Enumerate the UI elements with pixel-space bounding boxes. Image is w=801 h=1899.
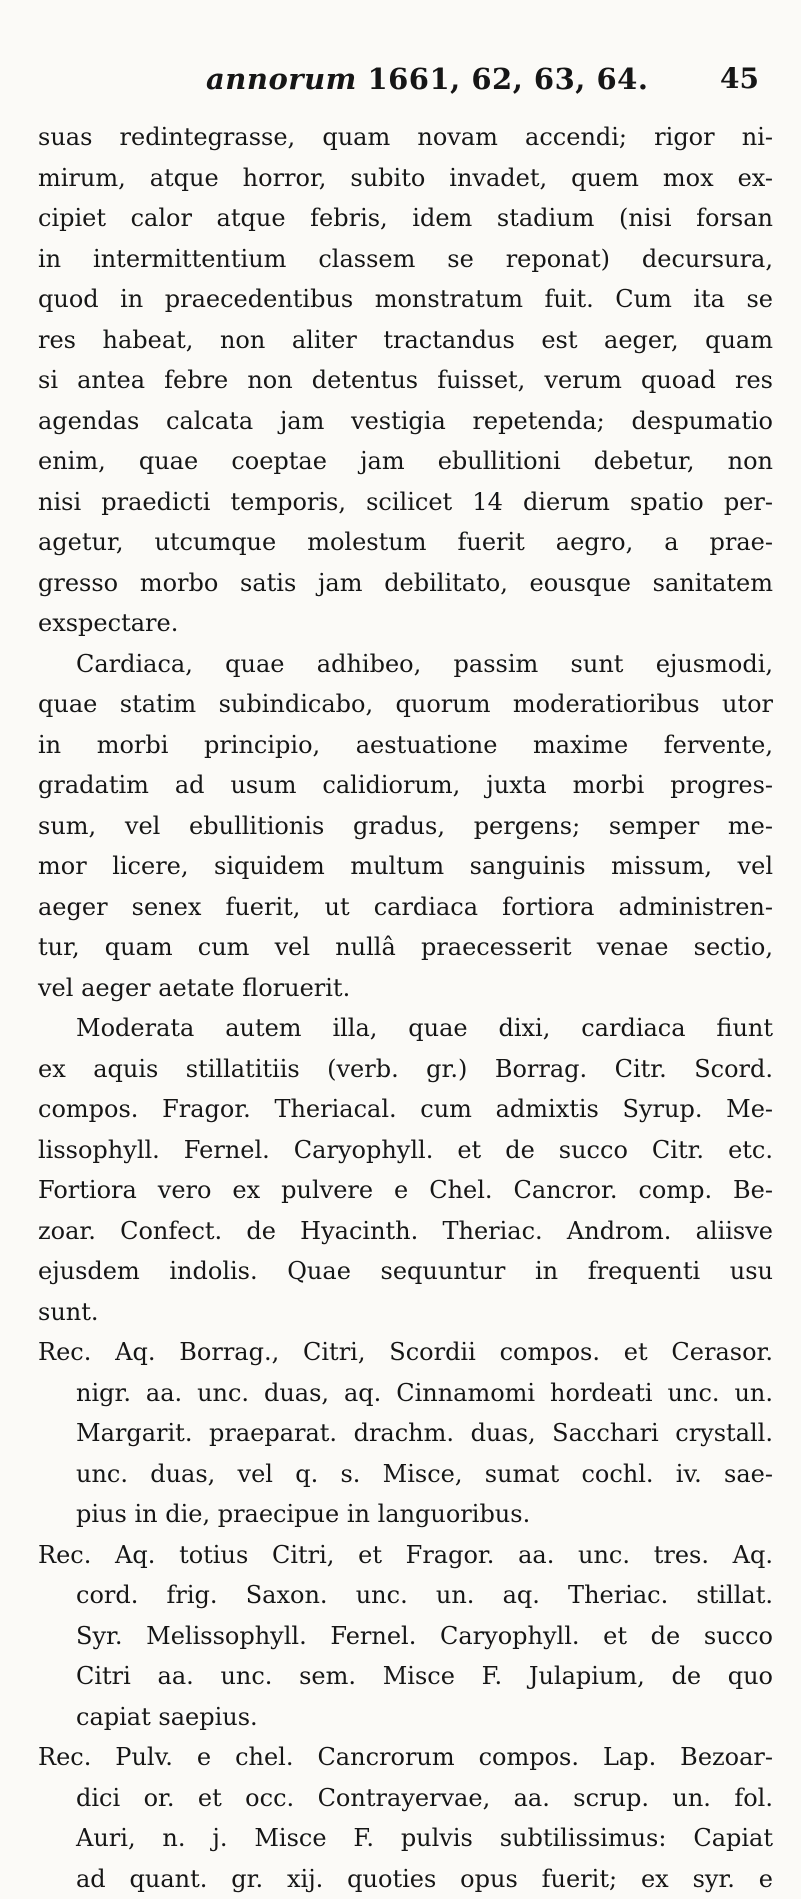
text-line: Moderata autem illa, quae dixi, cardiaca fiunt: [38, 1008, 773, 1049]
text-line: gresso morbo satis jam debilitato, eousque sanitatem: [38, 563, 773, 604]
text-line: lissophyll. Fernel. Caryophyll. et de succo Citr. etc.: [38, 1130, 773, 1171]
text-line: exspectare.: [38, 603, 773, 644]
text-line: ejusdem indolis. Quae sequuntur in frequenti usu: [38, 1251, 773, 1292]
recipe-line: Auri, n. j. Misce F. pulvis subtilissimus: Capiat: [38, 1818, 773, 1859]
recipe-line: nigr. aa. unc. duas, aq. Cinnamomi hordeati unc. un.: [38, 1373, 773, 1414]
recipe-line: Citri aa. unc. sem. Misce F. Julapium, de quo: [38, 1656, 773, 1697]
text-line: aeger senex fuerit, ut cardiaca fortiora administren-: [38, 887, 773, 928]
recipe-line: capiat saepius.: [38, 1697, 773, 1738]
recipe-line: Rec. Aq. totius Citri, et Fragor. aa. unc. tres. Aq.: [38, 1535, 773, 1576]
text-line: Cardiaca, quae adhibeo, passim sunt ejusmodi,: [38, 644, 773, 685]
text-line: gradatim ad usum calidiorum, juxta morbi progres-: [38, 765, 773, 806]
text-line: ex aquis stillatitiis (verb. gr.) Borrag. Citr. Scord.: [38, 1049, 773, 1090]
text-line: sunt.: [38, 1292, 773, 1333]
page-number: 45: [720, 62, 759, 95]
text-line: in morbi principio, aestuatione maxime fervente,: [38, 725, 773, 766]
text-line: sum, vel ebullitionis gradus, pergens; semper me-: [38, 806, 773, 847]
recipe-line: cord. frig. Saxon. unc. un. aq. Theriac. stillat.: [38, 1575, 773, 1616]
text-line: zoar. Confect. de Hyacinth. Theriac. Androm. aliisve: [38, 1211, 773, 1252]
text-line: agetur, utcumque molestum fuerit aegro, a prae-: [38, 522, 773, 563]
text-line: cipiet calor atque febris, idem stadium (nisi forsan: [38, 198, 773, 239]
running-head: [0, 62, 801, 102]
text-line: vel aeger aetate floruerit.: [38, 968, 773, 1009]
text-line: compos. Fragor. Theriacal. cum admixtis Syrup. Me-: [38, 1089, 773, 1130]
recipe-line: Rec. Aq. Borrag., Citri, Scordii compos. et Cerasor.: [38, 1332, 773, 1373]
text-line: Fortiora vero ex pulvere e Chel. Cancror. comp. Be-: [38, 1170, 773, 1211]
running-head-title-years: 1661, 62, 63, 64.: [357, 62, 649, 96]
recipe-line: Margarit. praeparat. drachm. duas, Sacchari crystall.: [38, 1413, 773, 1454]
text-line: res habeat, non aliter tractandus est aeger, quam: [38, 320, 773, 361]
recipe-line: ad quant. gr. xij. quoties opus fuerit; ex syr. e: [38, 1859, 773, 1899]
text-line: agendas calcata jam vestigia repetenda; despumatio: [38, 401, 773, 442]
text-line: quae statim subindicabo, quorum moderatioribus utor: [38, 684, 773, 725]
text-line: mor licere, siquidem multum sanguinis missum, vel: [38, 846, 773, 887]
recipe-line: dici or. et occ. Contrayervae, aa. scrup. un. fol.: [38, 1778, 773, 1819]
text-line: in intermittentium classem se reponat) decursura,: [38, 239, 773, 280]
body-text: [38, 117, 773, 1899]
recipe-line: unc. duas, vel q. s. Misce, sumat cochl. iv. sae-: [38, 1454, 773, 1495]
text-line: tur, quam cum vel nullâ praecesserit venae sectio,: [38, 927, 773, 968]
running-head-title-italic: annorum: [206, 62, 357, 96]
text-line: enim, quae coeptae jam ebullitioni debetur, non: [38, 441, 773, 482]
text-line: mirum, atque horror, subito invadet, quem mox ex-: [38, 158, 773, 199]
recipe-line: pius in die, praecipue in languoribus.: [38, 1494, 773, 1535]
text-line: si antea febre non detentus fuisset, verum quoad res: [38, 360, 773, 401]
running-head-title: [206, 62, 648, 96]
recipe-line: Rec. Pulv. e chel. Cancrorum compos. Lap. Bezoar-: [38, 1737, 773, 1778]
recipe-line: Syr. Melissophyll. Fernel. Caryophyll. et de succo: [38, 1616, 773, 1657]
text-line: nisi praedicti temporis, scilicet 14 dierum spatio per-: [38, 482, 773, 523]
text-line: suas redintegrasse, quam novam accendi; rigor ni-: [38, 117, 773, 158]
text-line: quod in praecedentibus monstratum fuit. Cum ita se: [38, 279, 773, 320]
